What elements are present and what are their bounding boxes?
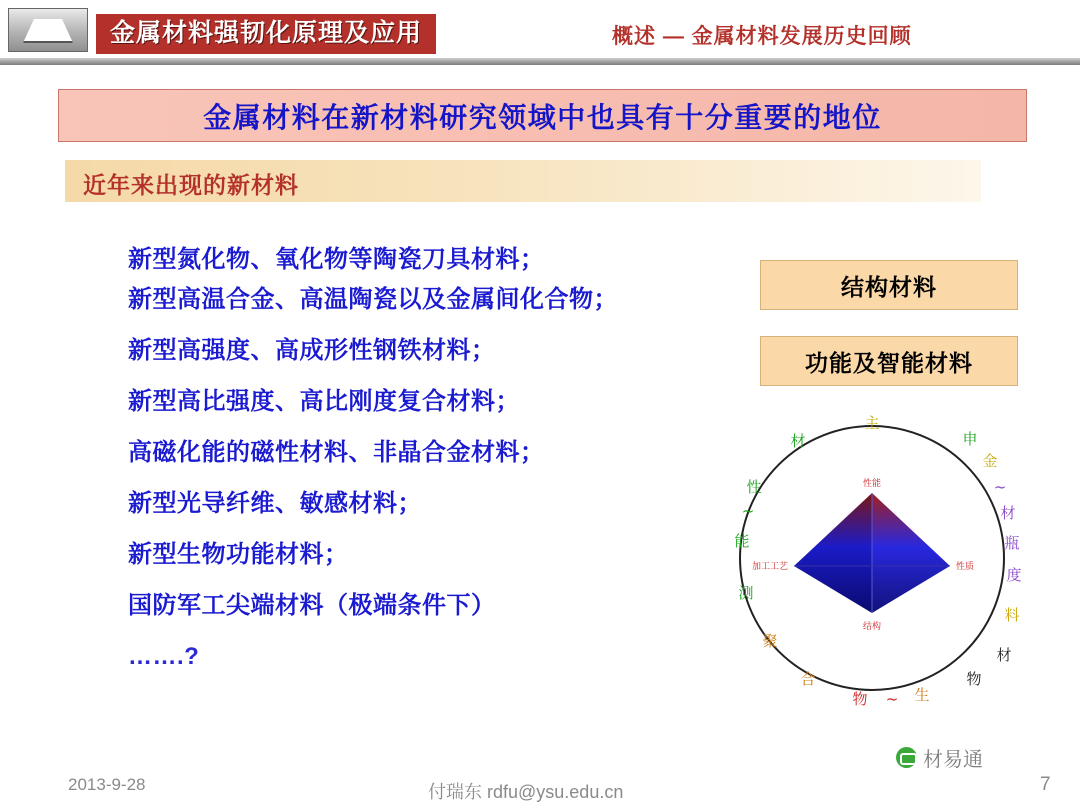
svg-text:申: 申 (962, 430, 978, 448)
materials-list (128, 246, 748, 694)
list-item: 新型高比强度、高比刚度复合材料； (128, 388, 520, 415)
svg-text:合: 合 (800, 670, 816, 688)
svg-text:能: 能 (734, 532, 750, 550)
functional-materials-label: 功能及智能材料 (805, 349, 973, 376)
footer-author: 付瑞东 rdfu@ysu.edu.cn (428, 782, 624, 802)
slide-title: 金属材料在新材料研究领域中也具有十分重要的地位 (203, 101, 882, 133)
structure-materials-label: 结构材料 (841, 273, 937, 300)
svg-text:金: 金 (982, 452, 998, 470)
list-item: 高磁化能的磁性材料、非晶合金材料； (128, 439, 545, 466)
header-title-box (96, 14, 436, 54)
watermark-label: 材易通 (923, 746, 983, 771)
list-item: 新型光导纤维、敏感材料； (128, 490, 422, 517)
materials-tetrahedron-diagram (712, 408, 1032, 718)
svg-text:度: 度 (1006, 566, 1022, 584)
svg-text:~: ~ (993, 478, 1007, 496)
svg-text:材: 材 (996, 646, 1012, 664)
footer-date: 2013-9-28 (68, 775, 146, 794)
list-item: 新型高强度、高成形性钢铁材料； (128, 337, 496, 364)
vertex-label-top: 性能 (862, 479, 882, 489)
header-title: 金属材料强韧化原理及应用 (110, 19, 423, 47)
slide-header (0, 0, 1080, 64)
svg-text:~: ~ (741, 502, 755, 520)
svg-text:主: 主 (864, 414, 880, 432)
svg-text:~: ~ (885, 690, 899, 708)
svg-text:生: 生 (914, 686, 930, 704)
svg-text:物: 物 (966, 670, 982, 688)
svg-text:料: 料 (1004, 606, 1020, 624)
page-number: 7 (1040, 774, 1051, 795)
svg-text:瓶: 瓶 (1004, 534, 1020, 552)
scroll-banner-logo-icon (8, 8, 86, 50)
list-item: 新型高温合金、高温陶瓷以及金属间化合物； (128, 286, 618, 313)
svg-text:聚: 聚 (762, 632, 778, 650)
vertex-label-bottom: 结构 (862, 622, 882, 632)
svg-text:性: 性 (746, 478, 762, 496)
wechat-icon (896, 747, 917, 768)
header-divider (0, 58, 1080, 65)
slide-title-banner (58, 89, 1027, 142)
section-subtitle: 近年来出现的新材料 (83, 172, 299, 198)
structure-materials-box (760, 260, 1018, 310)
svg-text:测: 测 (738, 584, 754, 602)
list-item: 新型生物功能材料； (128, 541, 349, 568)
svg-text:材: 材 (790, 432, 806, 450)
header-subtitle: 概述 — 金属材料发展历史回顾 (612, 25, 912, 48)
functional-materials-box (760, 336, 1018, 386)
svg-text:物: 物 (852, 690, 868, 708)
vertex-label-right: 性质 (956, 562, 975, 572)
list-item: …….? (128, 643, 200, 670)
list-item: 国防军工尖端材料（极端条件下） (128, 592, 496, 619)
svg-text:材: 材 (1000, 504, 1016, 522)
watermark (896, 742, 1056, 772)
list-item: 新型氮化物、氧化物等陶瓷刀具材料； (128, 246, 545, 273)
section-subtitle-banner (65, 160, 981, 202)
vertex-label-left: 加工工艺 (751, 562, 788, 572)
